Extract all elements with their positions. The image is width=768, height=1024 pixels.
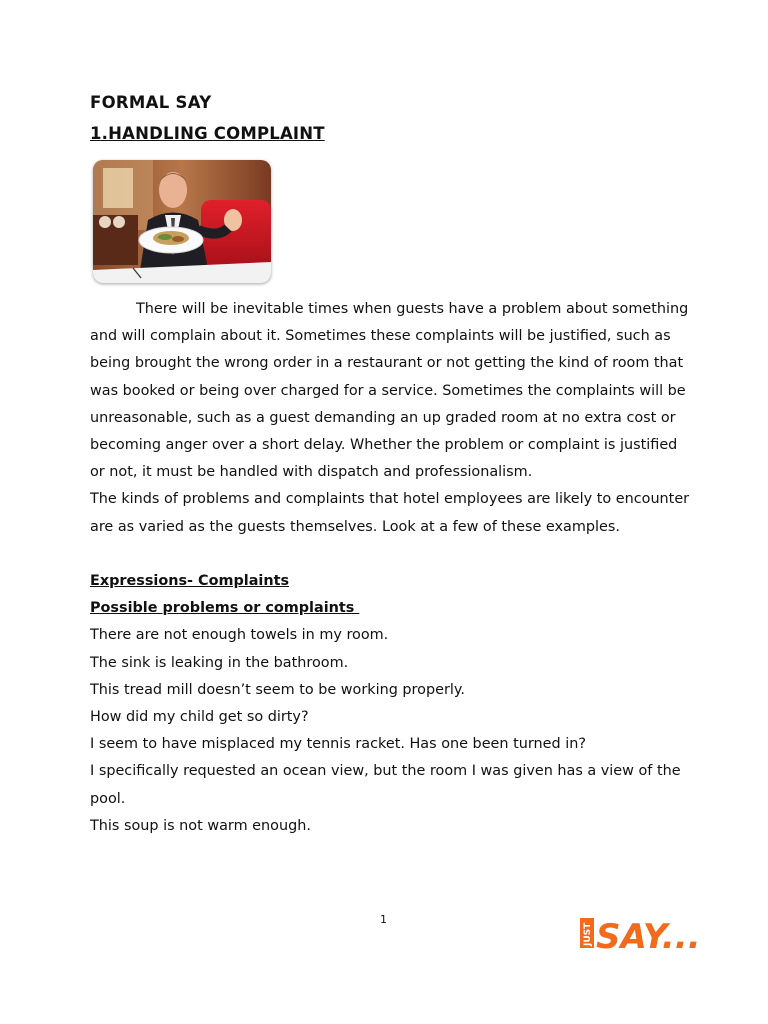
- complaint-item: I specifically requested an ocean view, but the room I was given has a view of the pool.: [90, 763, 681, 807]
- kinds-paragraph-line-1: The kinds of problems and complaints that hotel employees are likely to encounter: [90, 491, 690, 508]
- complaint-item: How did my child get so dirty?: [90, 709, 309, 726]
- document-title: FORMAL SAY: [90, 93, 212, 112]
- just-say-logo: [578, 910, 718, 954]
- complaint-item: This soup is not warm enough.: [90, 817, 311, 834]
- complaint-item: There are not enough towels in my room.: [90, 627, 389, 644]
- complaint-item: I seem to have misplaced my tennis racket. Has one been turned in?: [90, 736, 586, 753]
- section-heading: 1.HANDLING COMPLAINT: [90, 124, 325, 143]
- waiter-photo: [93, 160, 271, 283]
- spacer: [90, 541, 690, 568]
- page-number: 1: [380, 913, 387, 926]
- kinds-paragraph-line-2: are as varied as the guests themselves. Look at a few of these examples.: [90, 518, 620, 535]
- complaint-item: This tread mill doesn’t seem to be working properly.: [90, 681, 465, 698]
- problems-heading: Possible problems or complaints: [90, 600, 360, 617]
- logo-main-text: SAY...: [596, 917, 701, 954]
- expressions-heading: Expressions- Complaints: [90, 573, 290, 590]
- body-text: [90, 296, 690, 840]
- intro-paragraph: There will be inevitable times when guests have a problem about something and will complain about it. Sometimes these complaints will be justified, such as being brought the wrong order in a restaurant or not getting the kind of room that was booked or being over charged for a service. Sometimes the complaints will be unreasonable, such as a guest demanding an up graded room at no extra cost or becoming anger over a short delay. Whether the problem or complaint is justified or not, it must be handled with dispatch and professionalism.: [90, 301, 689, 481]
- logo-small-text: JUST: [583, 922, 593, 946]
- complaint-item: The sink is leaking in the bathroom.: [90, 654, 349, 671]
